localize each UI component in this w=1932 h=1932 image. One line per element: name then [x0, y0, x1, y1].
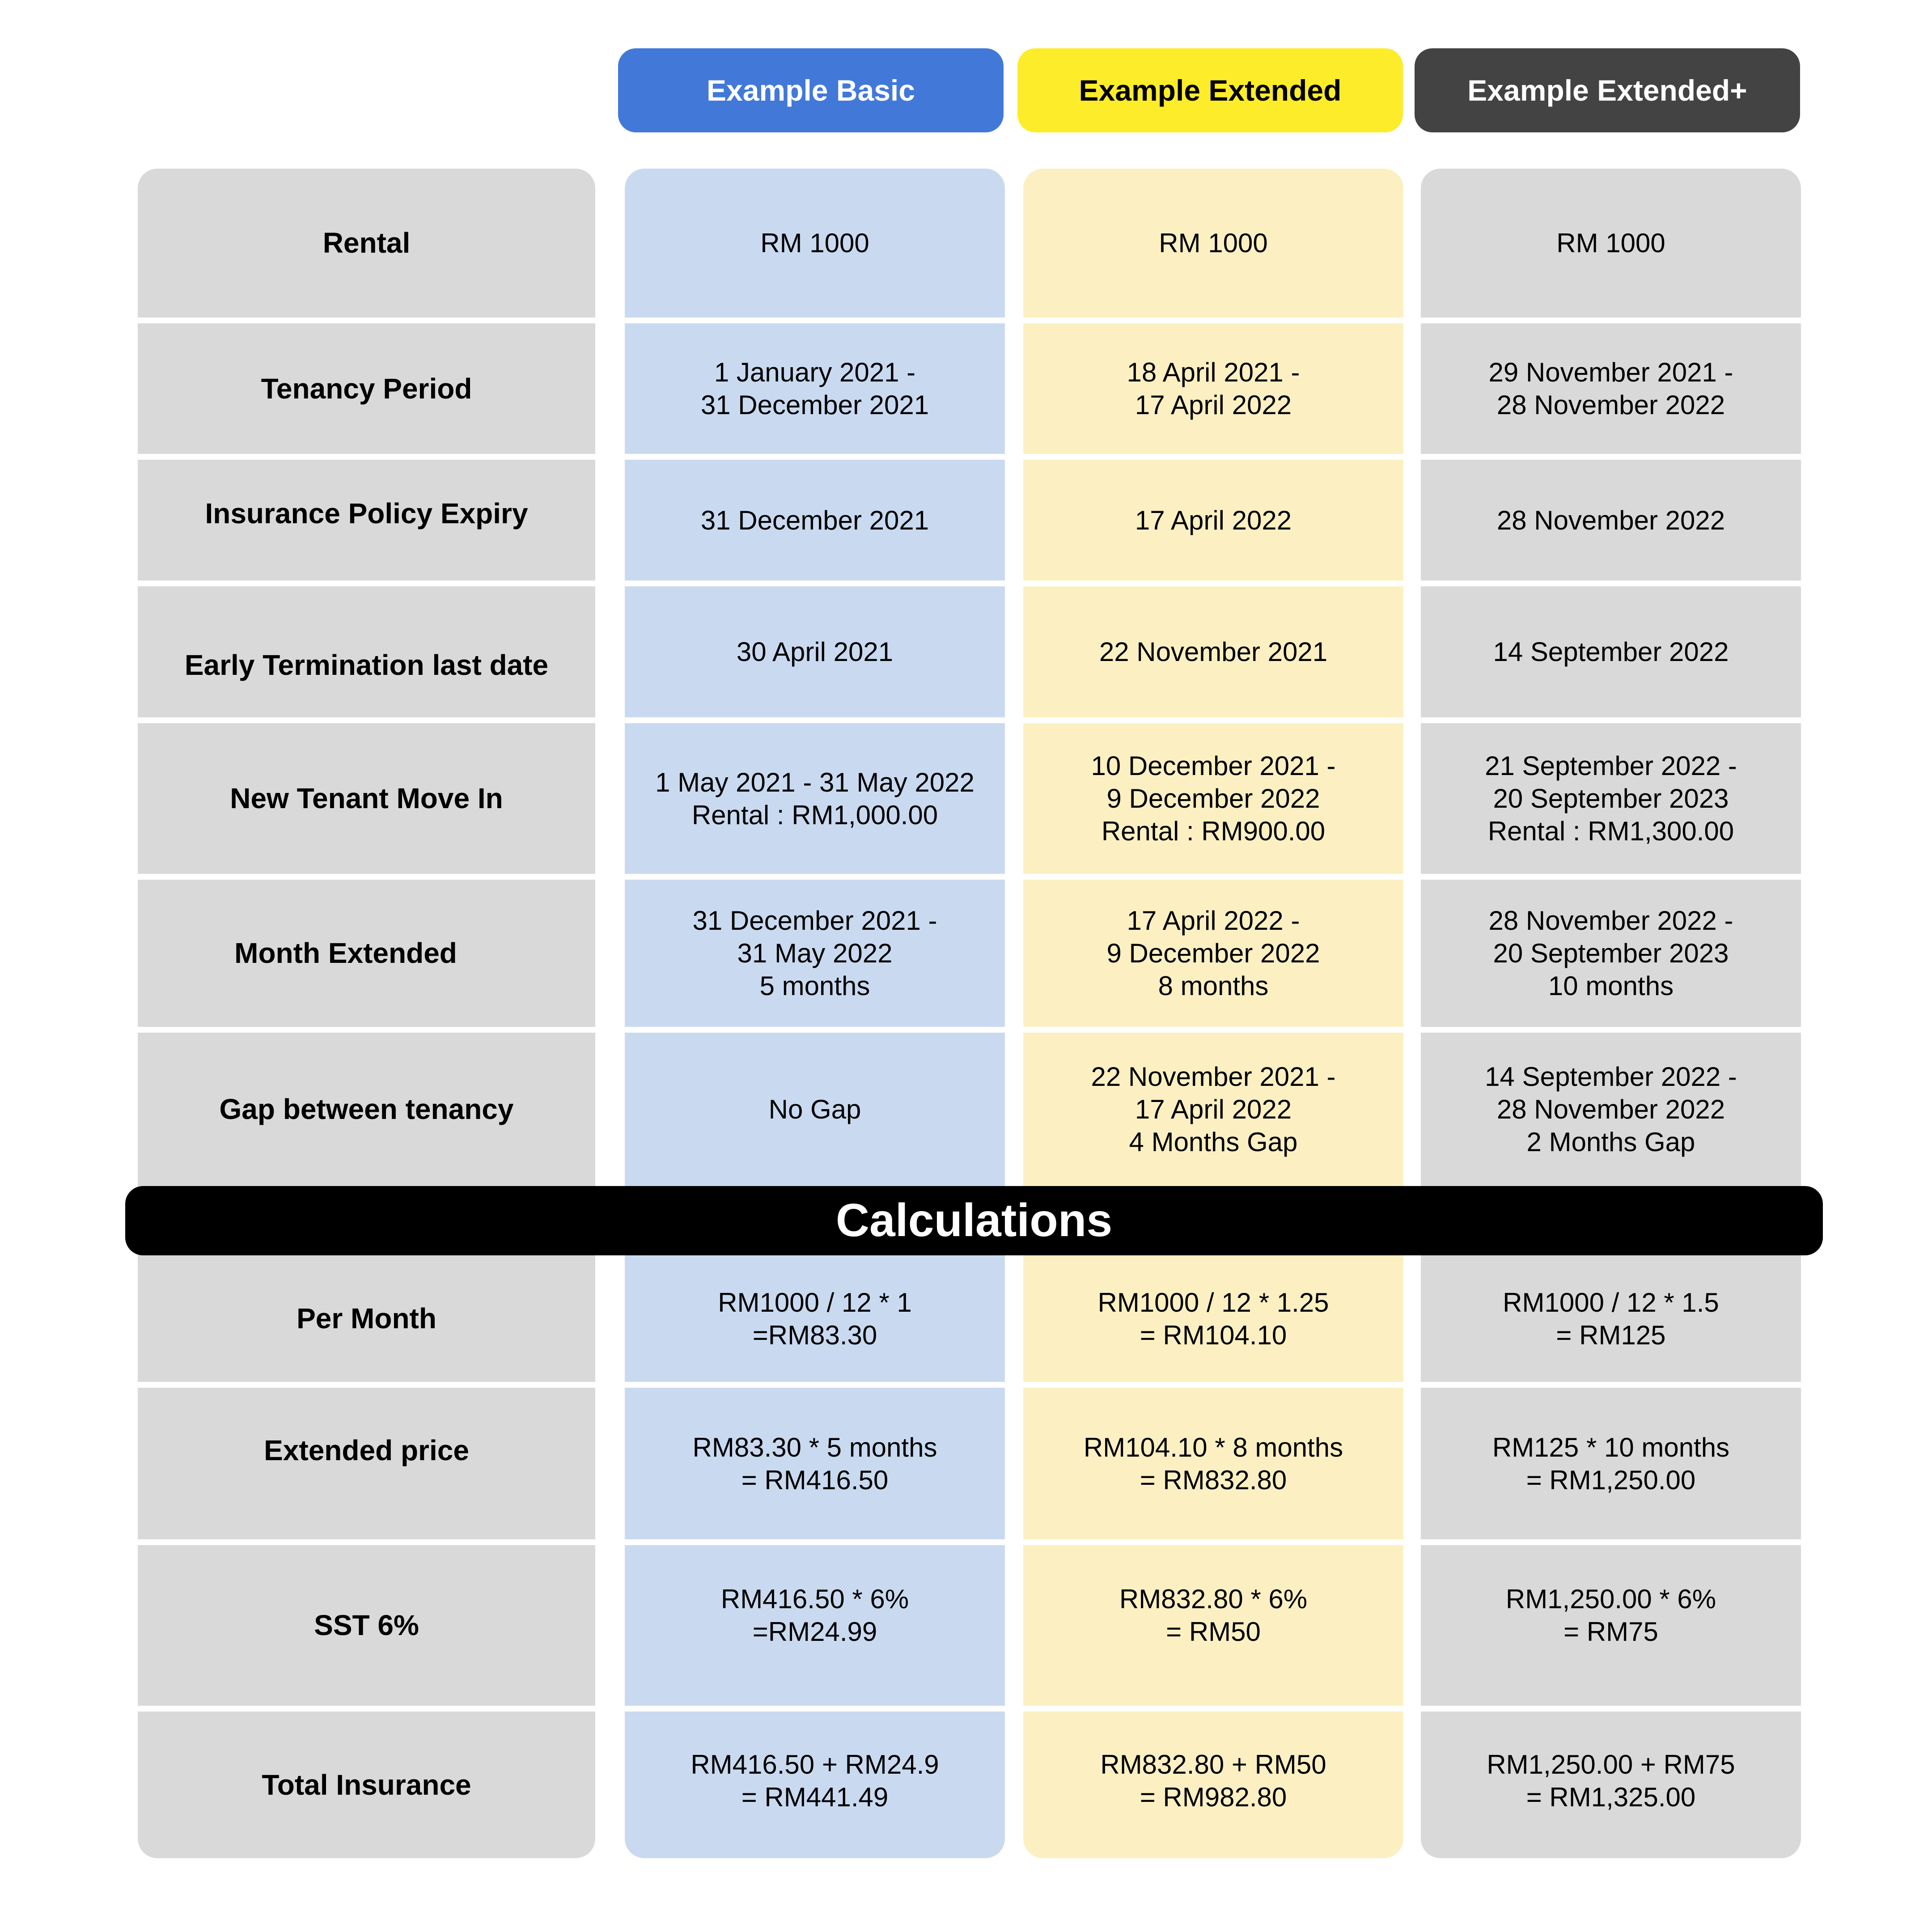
cell-basic: 30 April 2021	[736, 637, 894, 667]
cell-extended: 22 November 2021	[1099, 637, 1328, 667]
cell-extended-plus: 21 September 2022 - 20 September 2023 Rental : RM1,300.00	[1485, 751, 1737, 846]
cell-basic: RM 1000	[760, 228, 869, 258]
row-divider	[134, 717, 1807, 723]
cell-extended: RM 1000	[1159, 228, 1268, 258]
row-label: Per Month	[297, 1302, 436, 1335]
row-divider	[134, 874, 1807, 880]
row-label: Insurance Policy Expiry	[205, 497, 528, 530]
row-label: Rental	[322, 227, 411, 259]
cell-extended: 10 December 2021 - 9 December 2022 Rental : RM900.00	[1091, 751, 1336, 846]
cell-extended: RM1000 / 12 * 1.25 = RM104.10	[1097, 1287, 1329, 1350]
cell-extended: 22 November 2021 - 17 April 2022 4 Months Gap	[1091, 1062, 1336, 1157]
cell-extended: 18 April 2021 - 17 April 2022	[1127, 357, 1300, 420]
row-divider	[134, 454, 1807, 460]
row-label: SST 6%	[314, 1609, 419, 1641]
cell-extended: 17 April 2022	[1135, 505, 1292, 535]
cell-extended: RM104.10 * 8 months = RM832.80	[1083, 1432, 1343, 1495]
row-divider	[134, 1706, 1807, 1712]
cell-extended-plus: 28 November 2022	[1496, 505, 1725, 535]
row-label: Month Extended	[234, 937, 457, 969]
cell-extended-plus: RM1000 / 12 * 1.5 = RM125	[1503, 1287, 1719, 1350]
header-example-extended: Example Extended	[1017, 48, 1403, 132]
cell-extended: RM832.80 + RM50 = RM982.80	[1100, 1750, 1326, 1812]
cell-extended-plus: 14 September 2022 - 28 November 2022 2 Months Gap	[1485, 1062, 1737, 1157]
row-label: New Tenant Move In	[230, 782, 503, 814]
row-divider	[134, 1382, 1807, 1388]
cell-extended-plus: RM1,250.00 * 6% = RM75	[1505, 1584, 1716, 1647]
cell-basic: RM416.50 * 6% =RM24.99	[720, 1584, 909, 1647]
row-label: Total Insurance	[262, 1768, 471, 1801]
cell-extended: RM832.80 * 6% = RM50	[1119, 1584, 1308, 1647]
header-example-extended-plus: Example Extended+	[1415, 48, 1800, 132]
cell-extended-plus: RM1,250.00 + RM75 = RM1,325.00	[1487, 1750, 1735, 1812]
cell-basic: RM83.30 * 5 months = RM416.50	[692, 1432, 937, 1495]
row-label: Extended price	[264, 1434, 469, 1466]
cell-extended-plus: RM125 * 10 months = RM1,250.00	[1492, 1432, 1730, 1495]
row-label: Tenancy Period	[261, 372, 472, 405]
cell-basic: 1 May 2021 - 31 May 2022 Rental : RM1,000.00	[655, 767, 974, 830]
cell-basic: 31 December 2021 - 31 May 2022 5 months	[692, 906, 937, 1001]
cell-basic: RM1000 / 12 * 1 =RM83.30	[718, 1287, 912, 1350]
row-label: Gap between tenancy	[219, 1093, 514, 1125]
row-divider	[134, 580, 1807, 586]
row-divider	[134, 1027, 1807, 1033]
cell-extended: 17 April 2022 - 9 December 2022 8 months	[1106, 906, 1320, 1001]
cell-basic: 1 January 2021 - 31 December 2021	[700, 357, 929, 420]
row-divider	[134, 1539, 1807, 1545]
cell-extended-plus: 29 November 2021 - 28 November 2022	[1488, 357, 1733, 420]
cell-basic: RM416.50 + RM24.9 = RM441.49	[691, 1750, 939, 1812]
header-example-basic: Example Basic	[618, 48, 1004, 132]
cell-extended-plus: 14 September 2022	[1493, 637, 1729, 667]
cell-basic: 31 December 2021	[700, 505, 929, 535]
calculations-section-bar: Calculations	[125, 1186, 1823, 1255]
row-divider	[134, 318, 1807, 323]
cell-extended-plus: 28 November 2022 - 20 September 2023 10 months	[1488, 906, 1733, 1001]
row-label: Early Termination last date	[184, 648, 549, 681]
cell-basic: No Gap	[768, 1094, 861, 1124]
cell-extended-plus: RM 1000	[1556, 228, 1665, 258]
